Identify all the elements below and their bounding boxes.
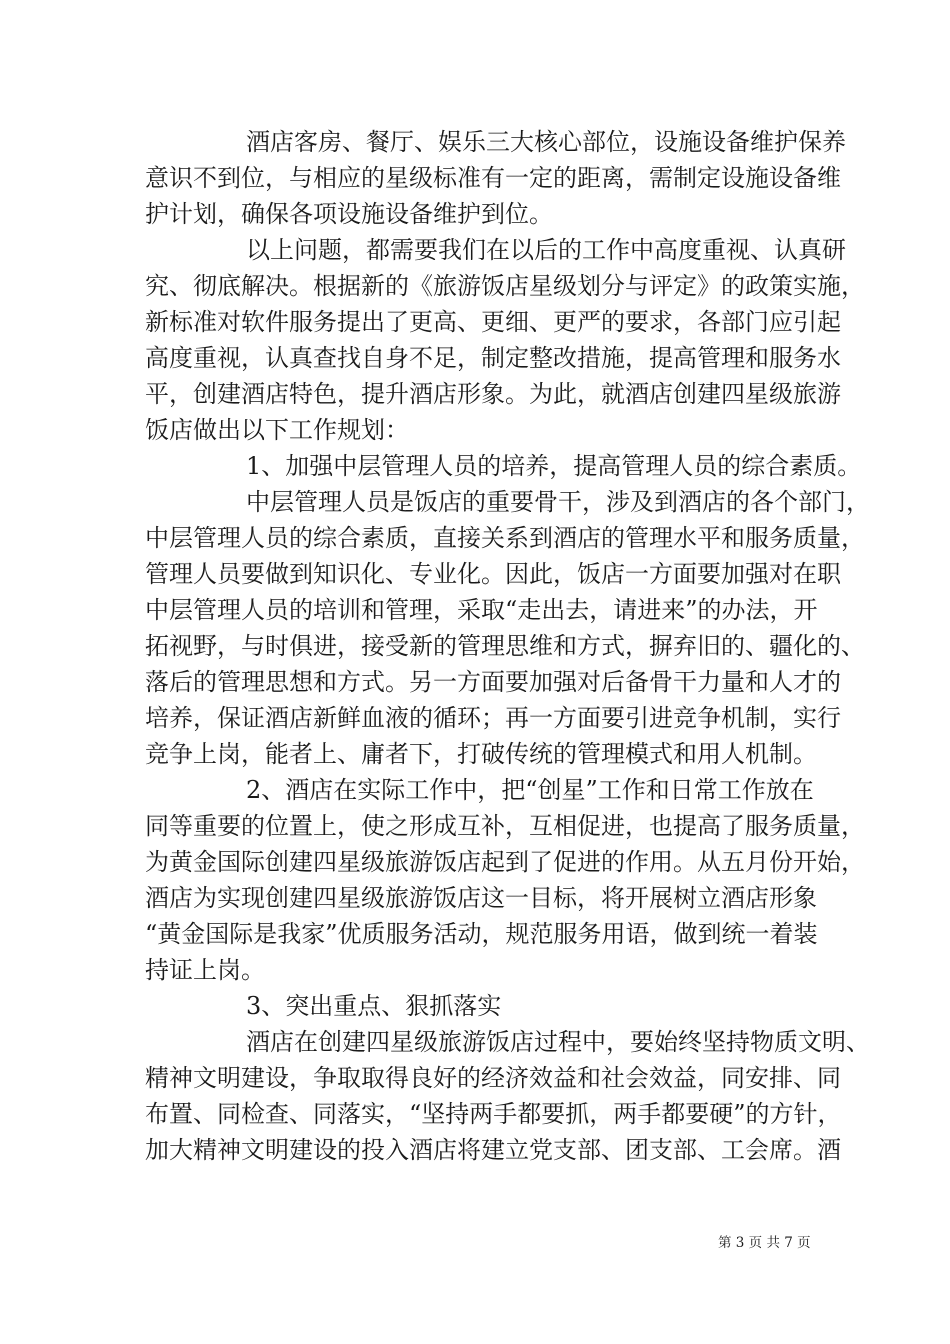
text-line [0, 268, 950, 308]
text-line [0, 196, 950, 236]
text-line-content: 高度重视，认真查找自身不足，制定整改措施，提高管理和服务水 [145, 344, 841, 372]
text-line-content: 以上问题，都需要我们在以后的工作中高度重视、认真研 [246, 236, 846, 264]
text-line-content: 酒店为实现创建四星级旅游饭店这一目标，将开展树立酒店形象 [145, 884, 817, 912]
text-line-content: 酒店在创建四星级旅游饭店过程中，要始终坚持物质文明、 [246, 1028, 870, 1056]
text-line-content: 为黄金国际创建四星级旅游饭店起到了促进的作用。从五月份开始， [145, 848, 865, 876]
text-line-content: 意识不到位，与相应的星级标准有一定的距离，需制定设施设备维 [145, 164, 841, 192]
text-line-content: 中层管理人员的综合素质，直接关系到酒店的管理水平和服务质量， [145, 524, 865, 552]
text-line [0, 880, 950, 920]
text-line [0, 1132, 950, 1172]
text-line-content: 精神文明建设，争取取得良好的经济效益和社会效益，同安排、同 [145, 1064, 841, 1092]
text-line-content: 2、酒店在实际工作中，把“创星”工作和日常工作放在 [246, 776, 814, 804]
text-line [0, 736, 950, 776]
text-line [0, 664, 950, 704]
text-line-content: 护计划，确保各项设施设备维护到位。 [145, 200, 553, 228]
text-line [0, 1096, 950, 1136]
text-line [0, 412, 950, 452]
text-line [0, 340, 950, 380]
text-line-content: 加大精神文明建设的投入酒店将建立党支部、团支部、工会席。酒 [145, 1136, 841, 1164]
text-line [0, 484, 950, 524]
text-line [0, 592, 950, 632]
text-line-content: 落后的管理思想和方式。另一方面要加强对后备骨干力量和人才的 [145, 668, 841, 696]
text-line-content: 同等重要的位置上，使之形成互补，互相促进，也提高了服务质量， [145, 812, 865, 840]
text-line-content: 新标准对软件服务提出了更高、更细、更严的要求，各部门应引起 [145, 308, 841, 336]
text-line-content: 培养，保证酒店新鲜血液的循环；再一方面要引进竞争机制，实行 [145, 704, 841, 732]
text-line-content: 拓视野，与时俱进，接受新的管理思维和方式，摒弃旧的、疆化的、 [145, 632, 865, 660]
text-line [0, 700, 950, 740]
text-line [0, 916, 950, 956]
page-footer [0, 1232, 950, 1254]
text-line-content: 持证上岗。 [145, 956, 265, 984]
text-line-content: 管理人员要做到知识化、专业化。因此，饭店一方面要加强对在职 [145, 560, 841, 588]
text-line [0, 160, 950, 200]
text-line-content: 酒店客房、餐厅、娱乐三大核心部位，设施设备维护保养 [246, 128, 846, 156]
text-line [0, 556, 950, 596]
page-number: 第 3 页 共 7 页 [718, 1235, 811, 1251]
text-line [0, 376, 950, 416]
text-line [0, 772, 950, 812]
text-line-content: 布置、同检查、同落实，“坚持两手都要抓，两手都要硬”的方针， [145, 1100, 842, 1128]
text-line-content: 饭店做出以下工作规划： [145, 416, 409, 444]
text-line-content: 中层管理人员的培训和管理，采取“走出去，请进来”的办法，开 [145, 596, 818, 624]
text-line [0, 448, 950, 488]
text-line [0, 520, 950, 560]
text-line [0, 1060, 950, 1100]
text-line-content: “黄金国际是我家”优质服务活动，规范服务用语，做到统一着装 [145, 920, 818, 948]
text-line-content: 平，创建酒店特色，提升酒店形象。为此，就酒店创建四星级旅游 [145, 380, 841, 408]
text-line-content: 竞争上岗，能者上、庸者下，打破传统的管理模式和用人机制。 [145, 740, 817, 768]
text-line-content: 3、突出重点、狠抓落实 [246, 992, 502, 1020]
text-line [0, 628, 950, 668]
text-line-content: 究、彻底解决。根据新的《旅游饭店星级划分与评定》的政策实施， [145, 272, 865, 300]
text-line [0, 952, 950, 992]
text-line [0, 304, 950, 344]
text-line [0, 808, 950, 848]
text-line-content: 中层管理人员是饭店的重要骨干，涉及到酒店的各个部门， [246, 488, 870, 516]
text-line [0, 844, 950, 884]
text-line-content: 1、加强中层管理人员的培养，提高管理人员的综合素质。 [246, 452, 862, 480]
text-line [0, 232, 950, 272]
text-line [0, 124, 950, 164]
text-line [0, 1024, 950, 1064]
text-line [0, 988, 950, 1028]
